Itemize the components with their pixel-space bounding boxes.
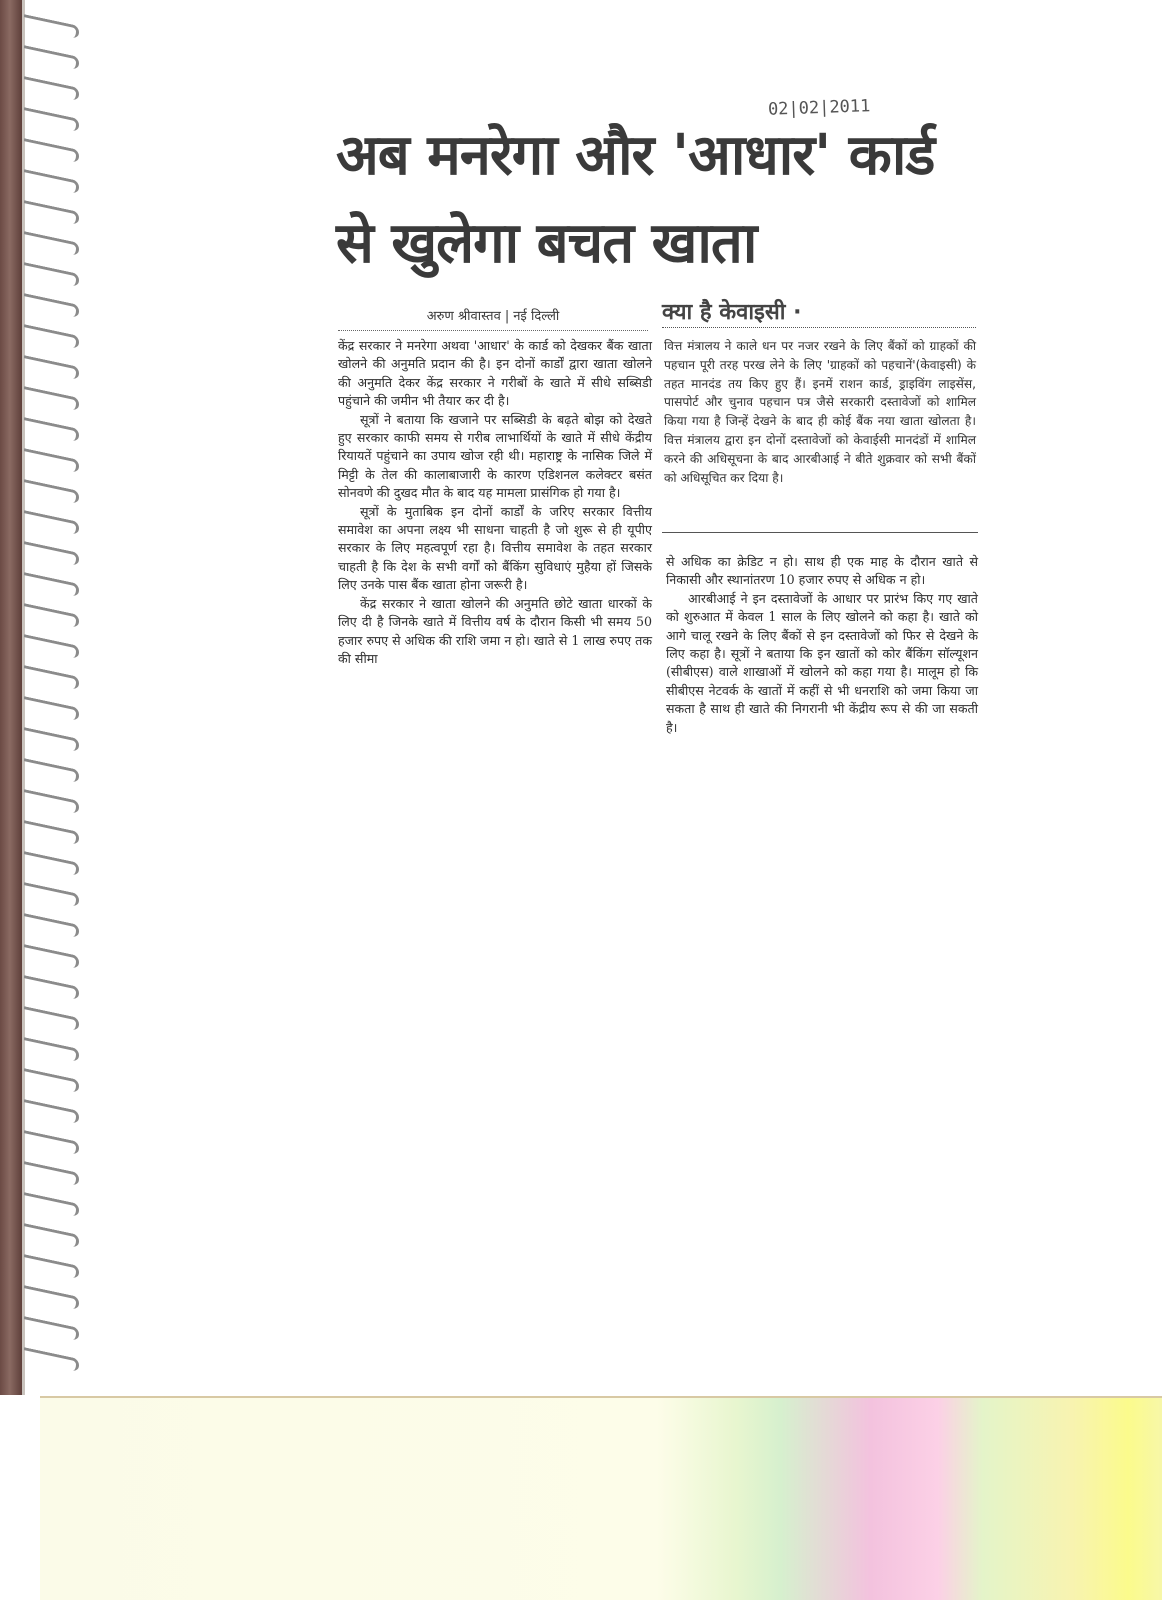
binding-coil bbox=[24, 1068, 79, 1093]
binding-coil bbox=[24, 634, 79, 659]
binding-coil bbox=[24, 138, 79, 163]
binding-coil bbox=[24, 696, 79, 721]
binding-coil bbox=[24, 417, 79, 442]
binding-coil bbox=[24, 913, 79, 938]
binding-coil bbox=[24, 1316, 79, 1341]
binding-coil bbox=[24, 541, 79, 566]
left-paragraph-2: सूत्रों ने बताया कि खजाने पर सब्सिडी के बढ़ते बोझ को देखते हुए सरकार काफी समय से गरीब लाभार्थियों के खाते में सीधे केंद्रीय रियायतें पहुंचाने का उपाय खोज रही थी। महाराष्ट्र के नासिक जिले में मिट्टी के तेल की कालाबाजारी के कारण एडिशनल कलेक्टर बसंत सोनवणे की दुखद मौत के बाद यह मामला प्रासंगिक हो गया है। bbox=[338, 411, 652, 501]
binding-coil bbox=[24, 820, 79, 845]
binding-coil bbox=[24, 665, 79, 690]
binding-coil bbox=[24, 107, 79, 132]
sidebar-bottom-rule bbox=[662, 532, 978, 533]
binding-coil bbox=[24, 293, 79, 318]
binding-coil bbox=[24, 262, 79, 287]
binding-coil bbox=[24, 975, 79, 1000]
right-paragraph-1: से अधिक का क्रेडिट न हो। साथ ही एक माह के दौरान खाते से निकासी और स्थानांतरण 10 हजार रुपए से अधिक न हो। bbox=[666, 554, 978, 588]
binding-coil bbox=[24, 1192, 79, 1217]
binding-coil bbox=[24, 448, 79, 473]
binding-coil bbox=[24, 727, 79, 752]
binding-coil bbox=[24, 76, 79, 101]
binding-coil bbox=[24, 572, 79, 597]
binding-coil bbox=[24, 1130, 79, 1155]
binding-coil bbox=[24, 851, 79, 876]
binding-coil bbox=[24, 1223, 79, 1248]
right-column bbox=[666, 553, 978, 737]
binding-coil bbox=[24, 1254, 79, 1279]
binding-coil bbox=[24, 510, 79, 535]
binding-coil bbox=[24, 169, 79, 194]
binding-coil bbox=[24, 882, 79, 907]
binder-strip bbox=[0, 0, 22, 1395]
binding-coil bbox=[24, 789, 79, 814]
left-paragraph-1: केंद्र सरकार ने मनरेगा अथवा 'आधार' के कार्ड को देखकर बैंक खाता खोलने की अनुमति प्रदान की है। इन दोनों कार्डों द्वारा खाता खोलने की अनुमति देकर केंद्र सरकार ने गरीबों के खाते में सीधे सब्सिडी पहुंचाने की जमीन भी तैयार कर दी है। bbox=[338, 338, 652, 409]
spiral-binding bbox=[24, 20, 94, 1390]
byline bbox=[338, 306, 648, 331]
binding-coil bbox=[24, 944, 79, 969]
binding-coil bbox=[24, 386, 79, 411]
binding-coil bbox=[24, 355, 79, 380]
binding-coil bbox=[24, 603, 79, 628]
left-column bbox=[338, 337, 652, 668]
binding-coil bbox=[24, 758, 79, 783]
binding-coil bbox=[24, 45, 79, 70]
sidebar-text: वित्त मंत्रालय ने काले धन पर नजर रखने के लिए बैंकों को ग्राहकों की पहचान पूरी तरह परख लेने के लिए 'ग्राहकों को पहचानें'(केवाइसी) के तहत मानदंड तय किए हुए हैं। इनमें राशन कार्ड, ड्राइविंग लाइसेंस, पासपोर्ट और चुनाव पहचान पत्र जैसे सरकारी दस्तावेजों को शामिल किया गया है जिन्हें देखने के बाद ही कोई बैंक नया खाता खोलता है। वित्त मंत्रालय द्वारा इन दोनों दस्तावेजों को केवाईसी मानदंडों में शामिल करने की अधिसूचना के बाद आरबीआई ने बीते शुक्रवार को सभी बैंकों को अधिसूचित कर दिया है। bbox=[664, 339, 976, 485]
byline-separator: | bbox=[504, 309, 510, 324]
left-paragraph-3: सूत्रों के मुताबिक इन दोनों कार्डों के जरिए सरकार वित्तीय समावेश का अपना लक्ष्य भी साधना चाहती है जो शुरू से ही यूपीए सरकार के लिए महत्वपूर्ण रहा है। वित्तीय समावेश के तहत सरकार चाहती है कि देश के सभी वर्गों को बैंकिंग सुविधाएं मुहैया हों जिसके लिए उनके पास बैंक खाता होना जरूरी है। bbox=[338, 503, 652, 593]
binding-coil bbox=[24, 1037, 79, 1062]
binding-coil bbox=[24, 1006, 79, 1031]
sidebar-top-rule bbox=[662, 327, 976, 328]
binding-coil bbox=[24, 231, 79, 256]
scan-color-artifact bbox=[40, 1398, 1162, 1600]
right-paragraph-2: आरबीआई ने इन दस्तावेजों के आधार पर प्रारंभ किए गए खाते को शुरुआत में केवल 1 साल के लिए खोलने को कहा है। खाते को आगे चालू रखने के लिए बैंकों से इन दस्तावेजों को फिर से देखने के लिए कहा है। सूत्रों ने बताया कि इन खातों को कोर बैंकिंग सॉल्यूशन (सीबीएस) वाले शाखाओं में खोलने को कहा गया है। मालूम हो कि सीबीएस नेटवर्क के खातों में कहीं से भी धनराशि को जमा किया जा सकता है साथ ही खाते की निगरानी भी केंद्रीय रूप से की जा सकती है। bbox=[666, 590, 978, 735]
byline-author: अरुण श्रीवास्तव bbox=[426, 309, 501, 324]
left-paragraph-4: केंद्र सरकार ने खाता खोलने की अनुमति छोटे खाता धारकों के लिए दी है जिनके खाते में वित्तीय वर्ष के दौरान किसी भी समय 50 हजार रुपए से अधिक की राशि जमा न हो। खाते से 1 लाख रुपए तक की सीमा bbox=[338, 595, 652, 666]
binding-coil bbox=[24, 1347, 79, 1372]
binding-coil bbox=[24, 324, 79, 349]
sidebar-heading-text: क्या है केवाइसी bbox=[662, 300, 786, 325]
handwritten-date: 02|02|2011 bbox=[767, 96, 871, 120]
binding-coil bbox=[24, 200, 79, 225]
sidebar-heading-dot: · bbox=[793, 300, 802, 325]
byline-place: नई दिल्ली bbox=[513, 309, 560, 324]
article-headline: अब मनरेगा और 'आधार' कार्ड से खुलेगा बचत खाता bbox=[336, 123, 935, 276]
binding-coil bbox=[24, 1285, 79, 1310]
binding-coil bbox=[24, 1161, 79, 1186]
binding-coil bbox=[24, 14, 79, 39]
binding-coil bbox=[24, 1099, 79, 1124]
binding-coil bbox=[24, 479, 79, 504]
sidebar-heading bbox=[662, 296, 982, 326]
